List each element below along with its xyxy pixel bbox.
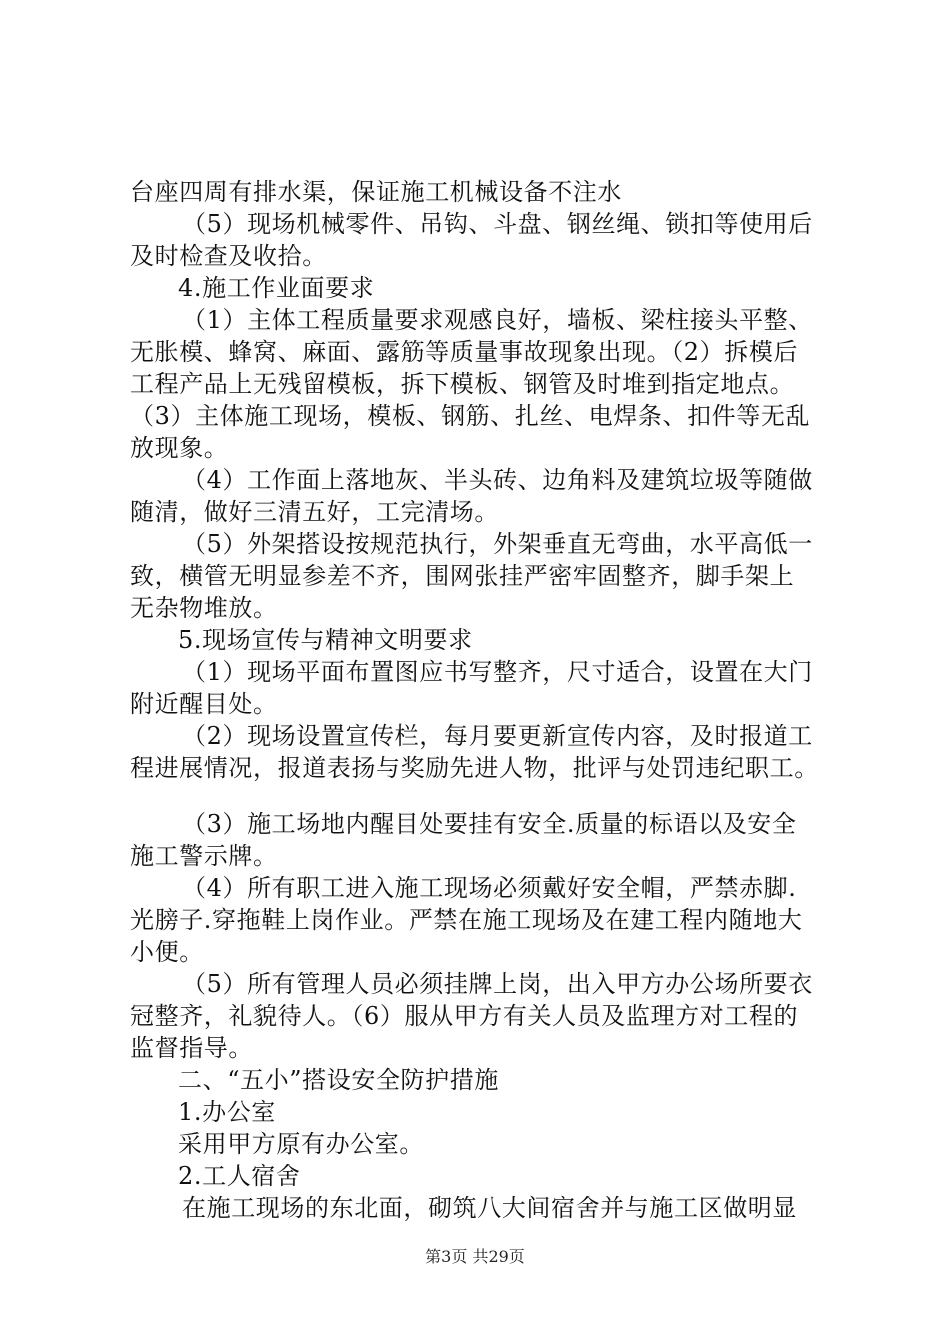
- text-line: 冠整齐，礼貌待人。（6）服从甲方有关人员及监理方对工程的: [130, 1002, 799, 1030]
- text-line: （1）主体工程质量要求观感良好，墙板、梁柱接头平整、: [182, 306, 813, 334]
- text-line: 附近醒目处。: [130, 690, 278, 718]
- text-line: 监督指导。: [130, 1034, 253, 1062]
- section-heading: 二、“五小”搭设安全防护措施: [178, 1066, 499, 1094]
- subsection-heading: 1.办公室: [178, 1098, 276, 1126]
- text-line: （2）现场设置宣传栏，每月要更新宣传内容，及时报道工: [182, 722, 813, 750]
- text-line: 无杂物堆放。: [130, 594, 278, 622]
- text-line: 小便。: [130, 938, 204, 966]
- page-number: 第3页 共29页: [425, 1247, 525, 1266]
- text-line: 程进展情况，报道表扬与奖励先进人物，批评与处罚违纪职工。: [130, 754, 819, 782]
- text-line: （5）外架搭设按规范执行，外架垂直无弯曲，水平高低一: [182, 530, 813, 558]
- text-line: （1）现场平面布置图应书写整齐，尺寸适合，设置在大门: [182, 658, 813, 686]
- text-line: （4）所有职工进入施工现场必须戴好安全帽，严禁赤脚.: [182, 874, 797, 902]
- text-line: 放现象。: [130, 434, 229, 462]
- text-line: 工程产品上无残留模板，拆下模板、钢管及时堆到指定地点。: [130, 370, 795, 398]
- text-line: 在施工现场的东北面，砌筑八大间宿舍并与施工区做明显: [182, 1194, 797, 1222]
- text-line: 采用甲方原有办公室。: [178, 1130, 424, 1158]
- text-line: （4）工作面上落地灰、半头砖、边角料及建筑垃圾等随做: [182, 466, 813, 494]
- text-line: 无胀模、蜂窝、麻面、露筋等质量事故现象出现。（2）拆模后: [130, 338, 799, 366]
- text-line: 台座四周有排水渠，保证施工机械设备不注水: [130, 178, 622, 206]
- text-line: 光膀子.穿拖鞋上岗作业。严禁在施工现场及在建工程内随地大: [130, 906, 803, 934]
- page-footer: [0, 1247, 950, 1267]
- text-line: （5）现场机械零件、吊钩、斗盘、钢丝绳、锁扣等使用后: [182, 210, 813, 238]
- text-line: （3）施工场地内醒目处要挂有安全.质量的标语以及安全: [182, 810, 797, 838]
- text-line: （5）所有管理人员必须挂牌上岗，出入甲方办公场所要衣: [182, 970, 813, 998]
- subsection-heading: 2.工人宿舍: [178, 1162, 301, 1190]
- text-line: 致，横管无明显参差不齐，围网张挂严密牢固整齐，脚手架上: [130, 562, 795, 590]
- text-line: （3）主体施工现场，模板、钢筋、扎丝、电焊条、扣件等无乱: [130, 402, 811, 430]
- section-heading: 5.现场宣传与精神文明要求: [178, 626, 473, 654]
- text-line: 及时检查及收拾。: [130, 242, 327, 270]
- text-line: 随清，做好三清五好，工完清场。: [130, 498, 499, 526]
- section-heading: 4.施工作业面要求: [178, 274, 375, 302]
- text-line: 施工警示牌。: [130, 842, 278, 870]
